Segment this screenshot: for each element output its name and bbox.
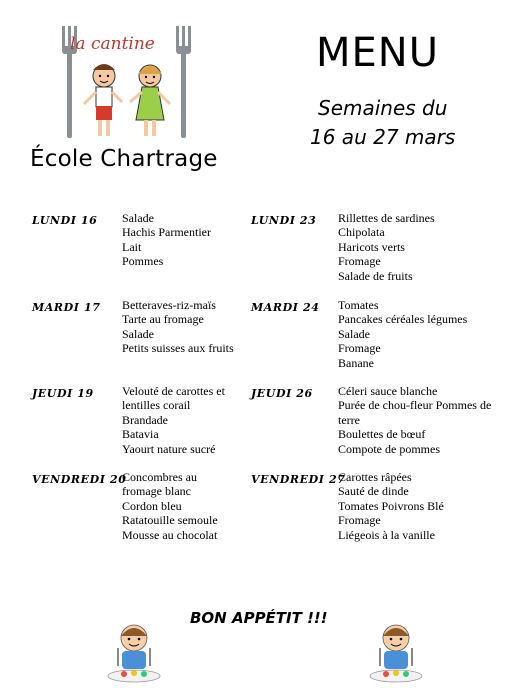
- day-label: JEUDI 19: [32, 387, 94, 400]
- menu-item: Concombres au: [122, 470, 197, 484]
- menu-item: Ratatouille semoule: [122, 513, 218, 528]
- cantine-logo: [58, 20, 198, 144]
- bon-appetit-message: BON APPÉTIT !!!: [190, 609, 328, 627]
- menu-item: Banane: [338, 355, 374, 370]
- menu-item: Liégeois à la vanille: [338, 527, 435, 542]
- menu-items: [122, 298, 234, 356]
- menu-item: Sauté de dinde: [338, 484, 409, 499]
- menu-item: Betteraves-riz-maïs: [122, 298, 216, 312]
- menu-item: Lait: [122, 239, 142, 254]
- school-name: École Chartrage: [30, 146, 218, 172]
- menu-item: Tomates: [338, 298, 379, 312]
- menu-item: Brandade: [122, 412, 168, 427]
- menu-item: Purée de chou-fleur Pommes de: [338, 398, 492, 413]
- logo-text: la cantine: [70, 34, 155, 54]
- menu-item: Carottes râpées: [338, 470, 412, 484]
- day-label: MARDI 17: [32, 301, 101, 314]
- kid-eating-icon: [366, 620, 426, 686]
- menu-items: [122, 470, 218, 542]
- menu-item: Salade de fruits: [338, 268, 413, 283]
- day-label: VENDREDI 20: [32, 473, 127, 486]
- menu-item: Haricots verts: [338, 239, 405, 254]
- menu-item: Tomates Poivrons Blé: [338, 498, 444, 513]
- menu-item: Tarte au fromage: [122, 312, 204, 327]
- menu-items: [122, 384, 225, 456]
- weeks-label: Semaines du: [318, 96, 448, 120]
- menu-item: Pommes: [122, 254, 164, 269]
- menu-item: fromage blanc: [122, 484, 191, 499]
- day-label: MARDI 24: [251, 301, 320, 314]
- menu-item: Céleri sauce blanche: [338, 384, 438, 398]
- menu-item: Chipolata: [338, 225, 385, 240]
- page-title: MENU: [316, 30, 439, 76]
- menu-items: [338, 384, 491, 456]
- menu-items: [338, 211, 435, 283]
- day-label: VENDREDI 27: [251, 473, 346, 486]
- menu-item: Fromage: [338, 513, 381, 528]
- menu-item: Salade: [122, 211, 154, 225]
- menu-item: Fromage: [338, 254, 381, 269]
- weeks-dates: 16 au 27 mars: [310, 125, 456, 149]
- menu-items: [338, 470, 444, 542]
- menu-item: Yaourt nature sucré: [122, 441, 216, 456]
- menu-item: terre: [338, 412, 360, 427]
- menu-item: Cordon bleu: [122, 498, 182, 513]
- menu-item: Fromage: [338, 341, 381, 356]
- menu-item: Salade: [122, 326, 154, 341]
- menu-item: lentilles corail: [122, 398, 191, 413]
- menu-item: Boulettes de bœuf: [338, 427, 426, 442]
- day-label: JEUDI 26: [251, 387, 313, 400]
- menu-item: Mousse au chocolat: [122, 527, 218, 542]
- menu-item: Petits suisses aux fruits: [122, 341, 234, 356]
- day-label: LUNDI 16: [32, 214, 98, 227]
- menu-item: Velouté de carottes et: [122, 384, 225, 398]
- menu-item: Batavia: [122, 427, 159, 442]
- menu-item: Rillettes de sardines: [338, 211, 435, 225]
- menu-items: [338, 298, 467, 370]
- kid-eating-icon: [104, 620, 164, 686]
- day-label: LUNDI 23: [251, 214, 317, 227]
- menu-item: Salade: [338, 326, 370, 341]
- menu-item: Compote de pommes: [338, 441, 440, 456]
- menu-item: Hachis Parmentier: [122, 225, 211, 240]
- menu-item: Pancakes céréales légumes: [338, 312, 468, 327]
- menu-items: [122, 211, 211, 269]
